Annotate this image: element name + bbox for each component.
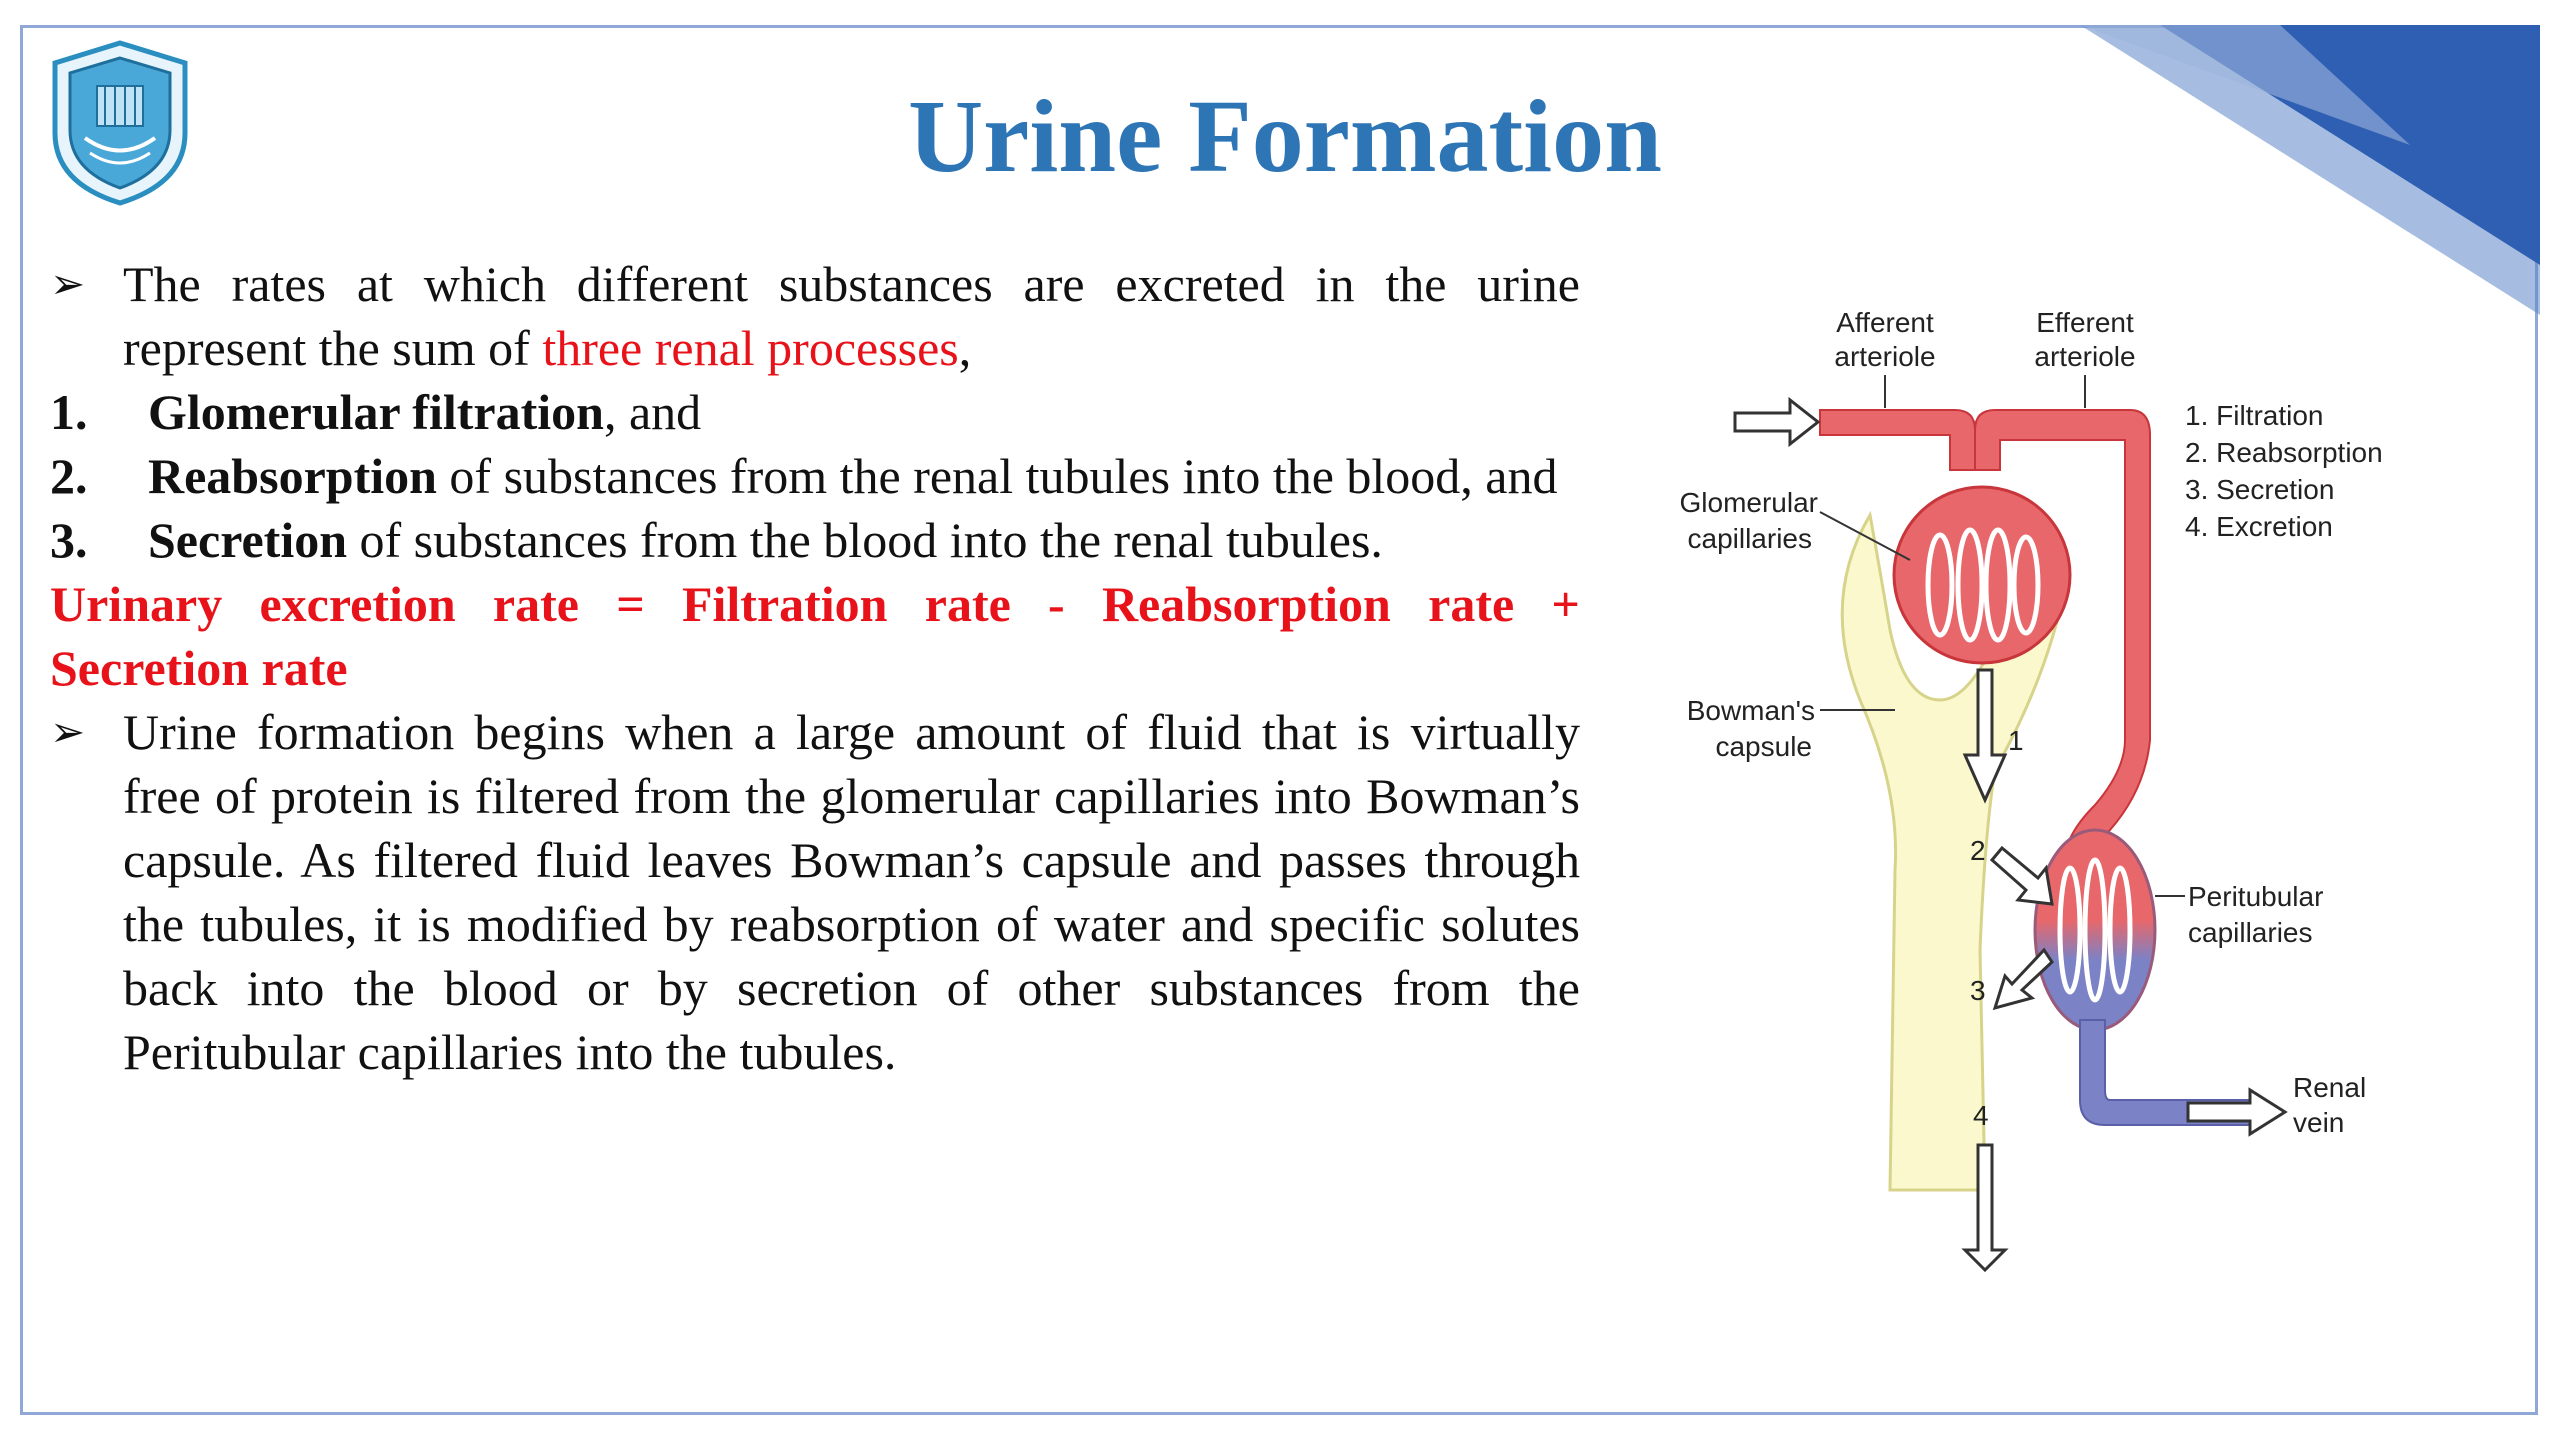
- process-item: [50, 380, 1580, 444]
- intro-paragraph: [50, 252, 1580, 380]
- glomerular-label: capillaries: [1687, 523, 1812, 554]
- process-number: 3.: [50, 512, 88, 568]
- slide-content: [50, 252, 1580, 1084]
- formula-word: =: [616, 576, 645, 632]
- reabsorption-arrow-icon: [1992, 848, 2052, 904]
- process-term: Glomerular filtration: [148, 384, 604, 440]
- renal-vein-label: vein: [2293, 1107, 2345, 1138]
- efferent-label: arteriole: [2034, 341, 2136, 372]
- peritubular-label: Peritubular: [2188, 881, 2324, 912]
- bowman-label: capsule: [1715, 731, 1812, 762]
- intro-text: The rates at which different substances are excreted in the urine represent the sum of: [123, 256, 1580, 376]
- process-text: , and: [603, 384, 702, 440]
- process-number: 2.: [50, 448, 88, 504]
- renal-vein-label: Renal: [2293, 1072, 2367, 1103]
- formula-line-2: Secretion rate: [50, 640, 348, 696]
- formula-word: Filtration: [681, 576, 888, 632]
- excretion-formula: [50, 572, 1580, 700]
- process-text: of substances from the blood into the renal tubules.: [347, 512, 1383, 568]
- inflow-arrow-icon: [1735, 400, 1818, 444]
- process-term: Secretion: [148, 512, 348, 568]
- peritubular-label: capillaries: [2188, 917, 2313, 948]
- afferent-label: Afferent: [1836, 307, 1934, 338]
- step-number: 3: [1970, 975, 1986, 1006]
- arrow-bullet-icon: ➢: [50, 707, 86, 756]
- step-number: 2: [1970, 835, 1986, 866]
- formula-word: +: [1551, 576, 1580, 632]
- arrow-bullet-icon: ➢: [50, 259, 86, 308]
- intro-text-end: ,: [958, 320, 972, 376]
- body-paragraph: [50, 700, 1580, 1084]
- efferent-label: Efferent: [2036, 307, 2134, 338]
- process-legend: [2185, 400, 2383, 542]
- renal-vein-outflow-arrow-icon: [2188, 1090, 2285, 1134]
- formula-word: -: [1048, 576, 1065, 632]
- legend-item: 4. Excretion: [2185, 511, 2333, 542]
- body-text: Urine formation begins when a large amount of fluid that is virtually free of protein is filtered from the glomerular capillaries into Bowman’s capsule. As filtered fluid leaves Bowman’s capsule and passes through the tubules, it is modified by reabsorption of water and specific solutes back into the blood or by secretion of other substances from the Peritubular capillaries into the tubules.: [123, 704, 1580, 1080]
- glomerular-label: Glomerular: [1679, 487, 1818, 518]
- formula-word: Urinary: [50, 576, 223, 632]
- university-logo: [45, 38, 195, 208]
- nephron-diagram: [1640, 270, 2460, 1290]
- process-item: [50, 444, 1580, 508]
- intro-highlight: three renal processes: [542, 320, 959, 376]
- formula-word: rate: [492, 576, 579, 632]
- legend-item: 1. Filtration: [2185, 400, 2324, 431]
- step-number: 1: [2008, 725, 2024, 756]
- step-number: 4: [1973, 1100, 1989, 1131]
- formula-word: Reabsorption: [1101, 576, 1391, 632]
- formula-line-1: [50, 572, 1580, 636]
- afferent-arteriole: [1820, 410, 1975, 470]
- formula-word: excretion: [259, 576, 456, 632]
- formula-word: rate: [924, 576, 1011, 632]
- process-item: [50, 508, 1580, 572]
- bowman-label: Bowman's: [1686, 695, 1815, 726]
- process-number: 1.: [50, 384, 88, 440]
- process-term: Reabsorption: [148, 448, 437, 504]
- formula-word: rate: [1428, 576, 1515, 632]
- legend-item: 2. Reabsorption: [2185, 437, 2383, 468]
- afferent-label: arteriole: [1834, 341, 1936, 372]
- process-text: of substances from the renal tubules into the blood, and: [436, 448, 1558, 504]
- legend-item: 3. Secretion: [2185, 474, 2335, 505]
- slide-title: Urine Formation: [908, 79, 1662, 194]
